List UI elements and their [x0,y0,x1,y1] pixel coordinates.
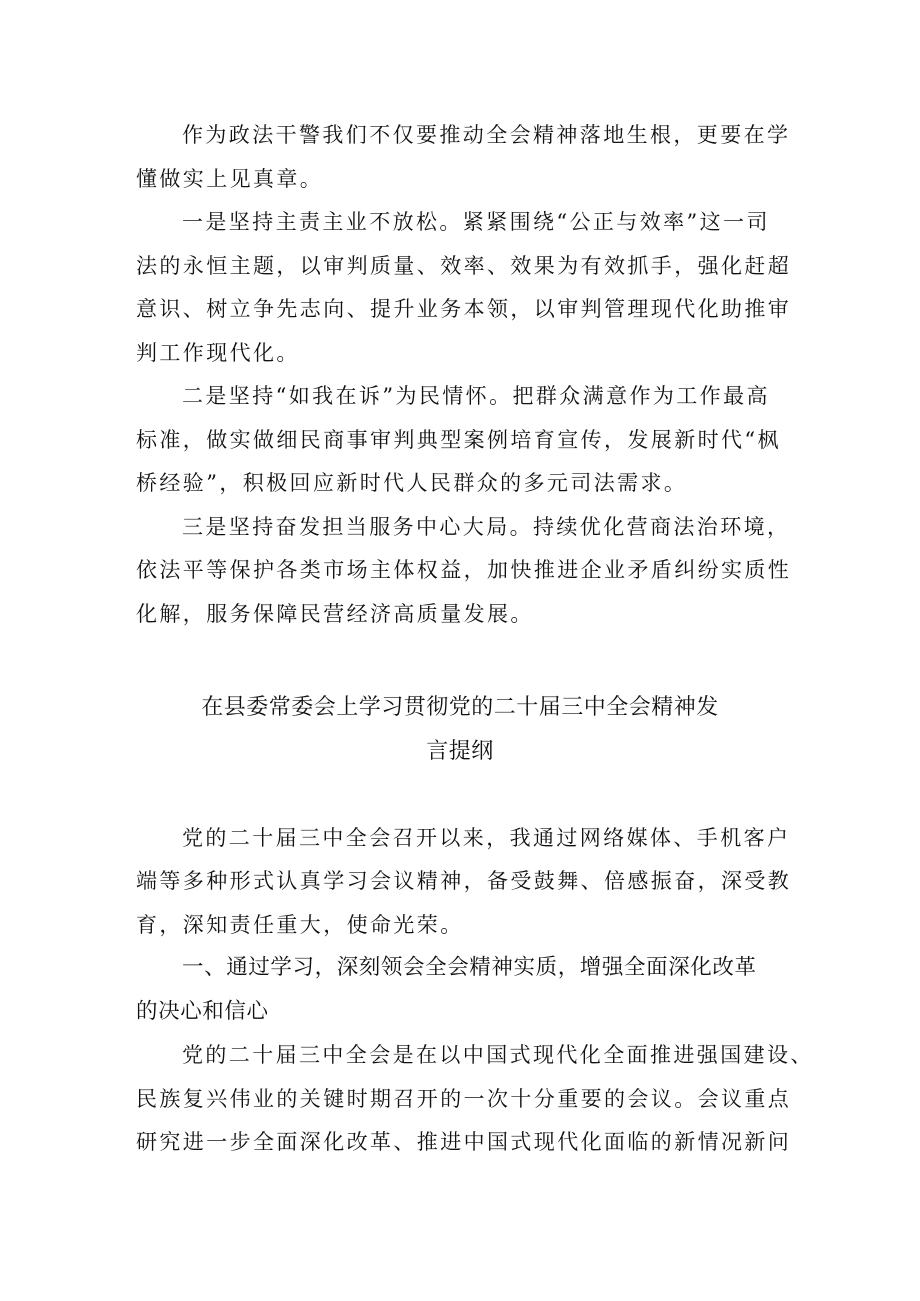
section-body-line: 民族复兴伟业的关键时期召开的一次十分重要的会议。会议重点 [136,1087,792,1111]
paragraph-line: 标准，做实做细民商事审判典型案例培育宣传，发展新时代“枫 [136,428,781,452]
paragraph-line: 依法平等保护各类市场主体权益，加快推进企业矛盾纠纷实质性 [136,558,792,582]
intro-line: 党的二十届三中全会召开以来，我通过网络媒体、手机客户 [182,826,791,850]
document-title-line-2: 言提纲 [426,739,494,764]
intro-line: 育，深知责任重大，使命光荣。 [136,913,464,937]
paragraph-line: 一是坚持主责主业不放松。紧紧围绕“公正与效率”这一司 [182,210,770,234]
paragraph-line: 三是坚持奋发担当服务中心大局。持续优化营商法治环境， [182,515,791,539]
paragraph-line: 化解，服务保障民营经济高质量发展。 [136,602,534,626]
intro-line: 端等多种形式认真学习会议精神，备受鼓舞、倍感振奋，深受教 [136,869,792,893]
paragraph-line: 二是坚持“如我在诉”为民情怀。把群众满意作为工作最高 [182,384,770,408]
paragraph-line: 懂做实上见真章。 [136,167,324,191]
paragraph-line: 法的永恒主题，以审判质量、效率、效果为有效抓手，强化赶超 [136,254,792,278]
paragraph-line: 判工作现代化。 [136,341,300,365]
document-title-line-1: 在县委常委会上学习贯彻党的二十届三中全会精神发 [201,695,719,720]
section-heading-line-1: 一、通过学习，深刻领会全会精神实质，增强全面深化改革 [182,955,757,980]
section-heading-line-2: 的决心和信心 [136,999,269,1024]
section-body-line: 研究进一步全面深化改革、推进中国式现代化面临的新情况新问 [136,1130,792,1154]
paragraph-line: 意识、树立争先志向、提升业务本领，以审判管理现代化助推审 [136,297,792,321]
paragraph-line: 作为政法干警我们不仅要推动全会精神落地生根，更要在学 [182,123,791,147]
section-body-line: 党的二十届三中全会是在以中国式现代化全面推进强国建设、 [182,1043,814,1067]
paragraph-line: 桥经验”，积极回应新时代人民群众的多元司法需求。 [136,471,688,495]
